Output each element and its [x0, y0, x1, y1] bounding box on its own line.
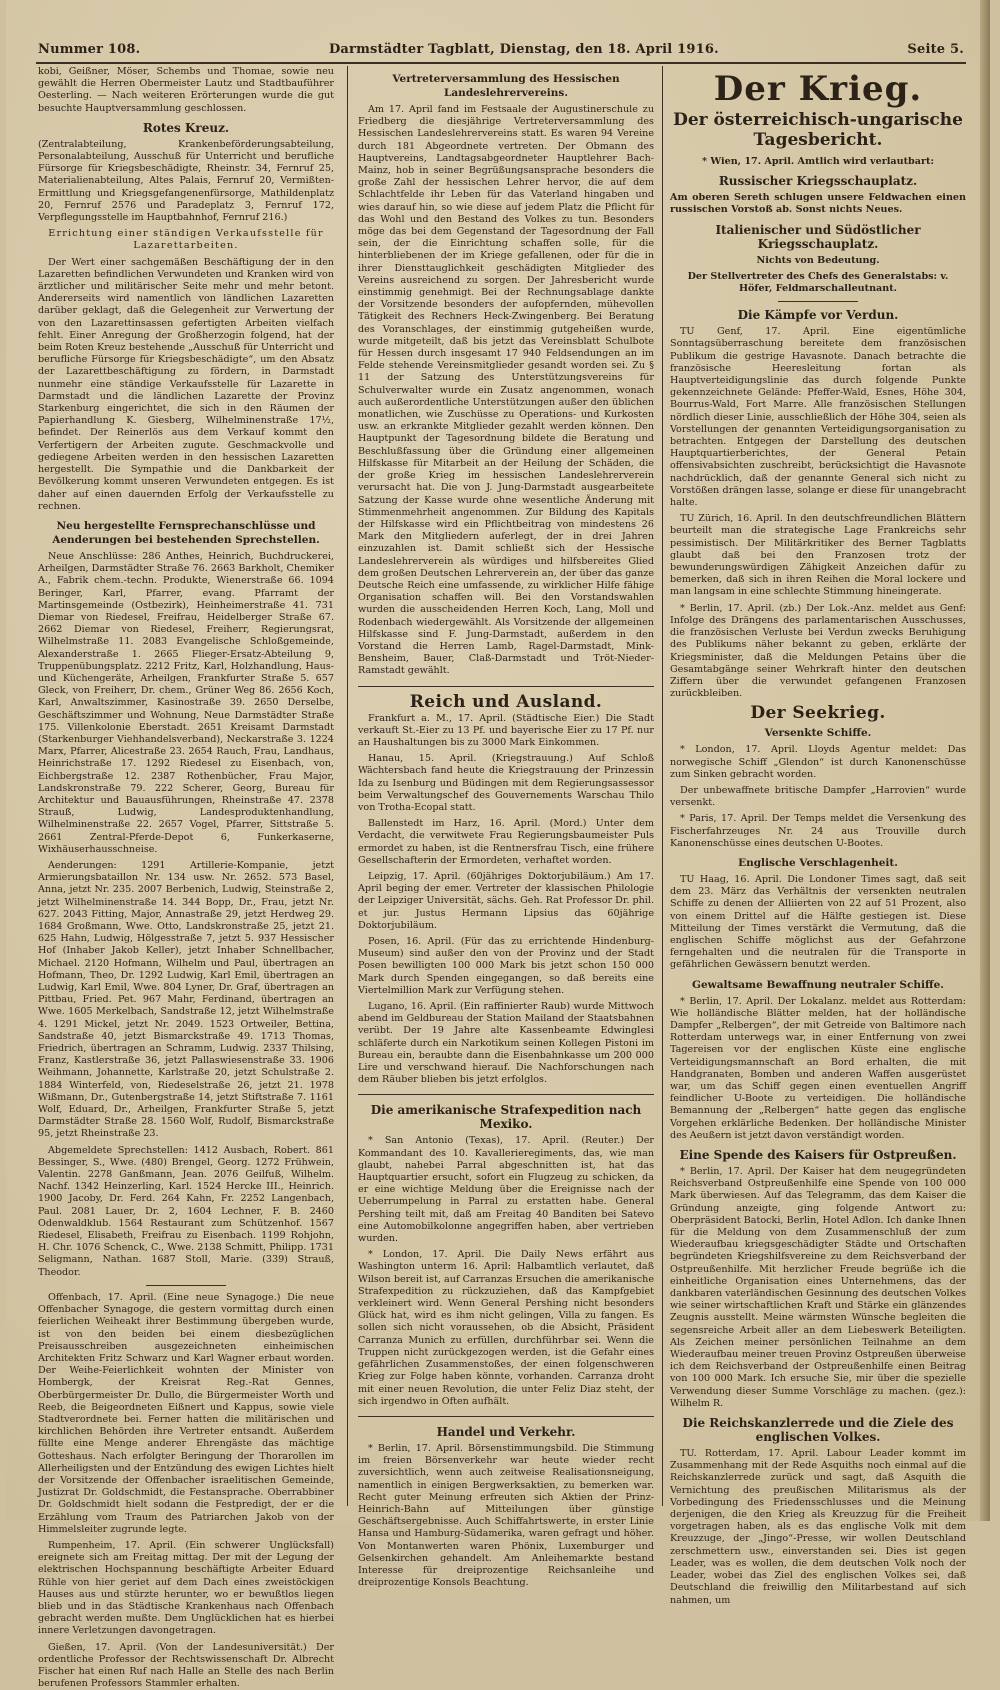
chancellor-speech-heading: Die Reichskanzlerrede und die Ziele des englischen Volkes. [682, 1416, 954, 1445]
kaiser-donation-article: * Berlin, 17. April. Der Kaiser hat dem neugegründeten Reichsverband Ostpreußenhilfe eine Spende von 100 000 Mark überwiesen. Auf das Telegramm, das dem Kaiser die Gründung anzeigte, ging folgende Antwort zu: Oberpräsident Batocki, Berlin, Hotel Adlon. Ich danke Ihnen für die Meldung von dem Zusammenschluß der zum Wiederaufbau kriegsgeschädigter Städte und Ortschaften begründeten Kriegshilfsvereine zu dem Reichsverband der Ostpreußenhilfe. Mit herzlicher Freude begrüße ich die einheitliche Organisation eines Unternehmens, das der dankbaren vaterländischen Gesinnung des deutschen Volkes wie seiner wirtschaftlichen Kraft und Stärke ein glänzendes Zeugnis ausstellt. Meine wärmsten Wünsche begleiten die segensreiche Arbeit aller an dem Liebeswerk Beteiligten. Als Zeichen meiner persönlichen Teilnahme an dem Wiederaufbau meiner treuen Provinz Ostpreußen überweise ich dem Reichsverband der Ostpreußenhilfe einen Beitrag von 100 000 Mark. Ich ersuche Sie, mir über die spezielle Verwendung dieser Summe Vorschläge zu machen. (gez.): Wilhelm R. [670, 1166, 966, 1409]
red-cross-heading: Rotes Kreuz. [142, 120, 230, 135]
red-cross-subheading: Errichtung einer ständigen Verkaufsstelle für Lazarettarbeiten. [48, 228, 324, 252]
teachers-heading: Vertreterversammlung des Hessischen Landeslehrervereins. [392, 73, 620, 99]
london-lloyds-article: * London, 17. April. Lloyds Agentur meldet: Das norwegische Schiff „Glendon“ ist durch Kanonenschüsse zum Sinken gebracht worden. [670, 744, 966, 780]
geneva-article: TU Genf, 17. April. Eine eigentümliche Sonntagsüberraschung bereitete dem französischen Publikum die gestrige Havasnote. Danach betrachte die französische Heeresleitung fortan als Hauptverteidigungslinie das durch folgende Punkte gekennzeichnete Gelände: Pfeffer-Wald, Esnes, Höhe 304, Bourrus-Wald, Fort Marre. Alle französischen Stellungen nördlich dieser Linie, ausschließlich der Höhe 304, seien als Vorstellungen der genannten Verteidigungsorganisation zu betrachten. Entgegen der Darstellung des deutschen Hauptquartierberichtes, der General Petain offensivabsichten zuschreibt, berücksichtigt die Havasnote nachdrücklich, daß der genannte General sich nicht zu Vorstößen drängen lasse, solange er diese für unangebracht halte. [670, 326, 966, 509]
russian-front-heading: Russischer Kriegsschauplatz. [718, 174, 918, 189]
austria-report-heading: Der österreichisch-ungarische Tagesbericht. [673, 110, 963, 150]
red-cross-body: Der Wert einer sachgemäßen Beschäftigung der in den Lazaretten befindlichen Verwundeten und Kranken wird von ärztlicher und militärischer Seite mehr und mehr betont. Andererseits wird namentlich von ländlichen Lazaretten darüber geklagt, daß die Gelegenheit zur Verwertung der von den Lazarettinsassen gefertigten Arbeiten vielfach fehlt. Einer Anregung der Großherzogin folgend, hat der beim Roten Kreuz bestehende „Ausschuß für Unterricht und berufliche Fürsorge für Kriegsbeschädigte“, um den Absatz der Lazarettbeschäftigung zu fördern, in Darmstadt nunmehr eine ständige Verkaufsstelle für Lazarette in Darmstadt und die ländlichen Lazarette der Provinz Starkenburg eingerichtet, die sich in den Räumen der Papierhandlung K. Giesberg, Wilhelminenstraße 17½, befindet. Der Reinerlös aus dem Verkauf kommt den Verfertigern der Arbeiten zugute. Geschmackvolle und gediegene Arbeiten werden in den hessischen Lazaretten hergestellt. Die Sympathie und die Dankbarkeit der Bevölkerung kommt unseren Verwundeten entgegen. Es ist daher auf einen dauernden Erfolg der Verkaufsstelle zu rechnen. [38, 256, 334, 512]
telephone-removed: Abgemeldete Sprechstellen: 1412 Ausbach, Robert. 861 Bessinger, S., Wwe. (480) Brengel, Georg. 1272 Frühwein, Valentin. 2278 Ganßmann, Jean. 2076 Geilfuß, Wilhelm. Nachf. 1342 Heinzerling, Karl. 1524 Hercke III., Heinrich. 1900 Jacoby, Dr. Ferd. 264 Kahn, Fr. 2252 Langenbach, Paul. 2081 Lauer, Dr. 2, 1604 Lechner, F. B. 2460 Odenwaldklub. 1564 Restaurant zum Schützenhof. 1567 Riedesel, Elisabeth, Freifrau zu Eisenbach. 1199 Rohjohn, H. Chr. 1076 Schenck, C., Wwe. 2138 Schmitt, Philipp. 1731 Seligmann, Nathan. 1687 Stoll, Marie. (339) Strauß, Theodor. [38, 1144, 334, 1278]
rumpenheim-article: Rumpenheim, 17. April. (Ein schwerer Unglücksfall) ereignete sich am Freitag mittag. Der mit der Legung der elektrischen Hochspannung beschäftigte Arbeiter Eduard Rühle von hier geriet auf dem Dach eines zweistöckigen Hauses aus und stürzte herunter, wo er bewußtlos liegen blieb und in das Städtische Krankenhaus nach Offenbach gebracht werden mußte. Dem Unglücklichen hat es hierbei innere Verletzungen davongetragen. [38, 1539, 334, 1637]
giessen-article: Gießen, 17. April. (Von der Landesuniversität.) Der ordentliche Professor der Rechtswissenschaft Dr. Albrecht Fischer hat einen Ruf nach Halle an Stelle des nach Berlin berufenen Professors Stammler erhalten. [38, 1641, 334, 1690]
section-divider [358, 1416, 654, 1417]
frankfurt-article: Frankfurt a. M., 17. April. (Städtische Eier.) Die Stadt verkauft St.-Eier zu 13 Pf. und bayerische Eier zu 17 Pf. nur an Haushaltungen bis zu 3000 Mark Einkommen. [358, 712, 654, 748]
kaiser-donation-heading: Eine Spende des Kaisers für Ostpreußen. [679, 1148, 957, 1162]
page-edge [980, 0, 990, 1521]
posen-article: Posen, 16. April. (Für das zu errichtende Hindenburg-Museum) sind außer den von der Provinz und der Stadt Posen bewilligten 100 000 Mark bis jetzt schon 150 000 Mark durch Spenden eingegangen, so daß bereits eine Viertelmillion Mark zur Verfügung stehen. [358, 936, 654, 996]
leipzig-article: Leipzig, 17. April. (60jähriges Doktorjubiläum.) Am 17. April beging der emer. Vertreter der klassischen Philologie der Leipziger Universität, sächs. Geh. Rat Professor Dr. phil. et jur. Justus Hermann Lipsius das 60jährige Doktorjubiläum. [358, 870, 654, 931]
berlin-verdun-article: * Berlin, 17. April. (zb.) Der Lok.-Anz. meldet aus Genf: Infolge des Drängens des parlamentarischen Ausschusses, die französischen Verluste bei Verdun zwecks Beruhigung des Publikums näher bekannt zu geben, erklärte der Kriegsminister, daß die Meldungen Petains über die Gesamtabgänge seiner Wehrkraft hinter den deutschen Ziffern über die verwundet gefangenen Franzosen zurückbleiben. [670, 602, 966, 700]
telephone-changes: Aenderungen: 1291 Artillerie-Kompanie, jetzt Armierungsbataillon Nr. 134 usw. Nr. 2652. 573 Basel, Anna, jetzt Nr. 235. 2007 Berbenich, Ludwig, Steinstraße 2, jetzt Wilhelminenstraße 14. 344 Bopp, Dr., Frau, jetzt Nr. 627. 2043 Fitting, Major, Annastraße 29, jetzt Herdweg 29. 1684 Großmann, Wwe. Otto, Landskronstraße 25, jetzt 21. 625 Hahn, Ludwig, Hölgesstraße 7, jetzt 5. 937 Hessischer Hof (Inhaber Jakob Keller), jetzt Inhaber Schnellbacher, Michael. 2120 Hofmann, Wilhelm und Paul, übertragen an Hofmann, Theo, Dr. 1292 Ludwig, Karl Emil, übertragen an Ludwig, Karl Emil, Wwe. 804 Lyner, Dr. Graf, übertragen an Pittbau, Fried. Pet. 967 Mahr, Ferdinand, übertragen an Wwe. 1605 Merkelbach, Sandstraße 12, jetzt Wilhelmstraße 4. 1291 Mickel, jetzt Nr. 2049. 1523 Ortweiler, Bettina, Sandstraße 40, jetzt Bismarckstraße 49. 1713 Thomas, Friedrich, übertragen an Schramm, Ludwig. 2337 Thilsing, Franz, Kastlerstraße 36, jetzt Pallaswiesenstraße 33. 1906 Weihmann, Johannette, Karlstraße 20, jetzt Schulstraße 2. 1884 Winterfeld, von, Riedeselstraße 26, jetzt 21. 1978 Wißmann, Dr., Gutenbergstraße 14, jetzt Stiftstraße 7. 1161 Wolf, Eduard, Dr., Arheilgen, Frankfurter Straße 5, jetzt Darmstädter Straße 28. 1560 Wolf, Rudolf, Bismarckstraße 95, jetzt Rheinstraße 23. [38, 859, 334, 1140]
intro-paragraph: kobi, Geißner, Möser, Schembs und Thomae, sowie neu gewählt die Herren Obermeister Lautz und Stadtbauführer Oesterling. — Nach weiteren Erörterungen wurde die gut besuchte Hauptversammlung geschlossen. [38, 66, 334, 114]
header-rule [36, 62, 966, 64]
column-rule-1 [347, 66, 348, 1506]
section-divider [358, 1094, 654, 1095]
column-2 [358, 66, 654, 1589]
page-number: Seite 5. [907, 42, 964, 57]
mexico-heading: Die amerikanische Strafexpedition nach Mexiko. [370, 1103, 642, 1132]
reich-ausland-heading: Reich und Ausland. [409, 691, 603, 712]
section-divider [778, 301, 858, 302]
ballenstedt-article: Ballenstedt im Harz, 16. April. (Mord.) Unter dem Verdacht, die verwitwete Frau Regierungsbaumeister Puls ermordet zu haben, ist die Rentnersfrau Tisch, eine frühere Gesellschafterin der Ermordeten, verhaftet worden. [358, 818, 654, 866]
italian-front-heading: Italienischer und Südöstlicher Kriegsschauplatz. [715, 222, 921, 251]
paris-article: * Paris, 17. April. Der Temps meldet die Versenkung des Fischerfahrzeuges Nr. 24 aus Trouville durch Kanonenschüsse eines deutschen U-Bootes. [670, 813, 966, 849]
hanau-article: Hanau, 15. April. (Kriegstrauung.) Auf Schloß Wächtersbach fand heute die Kriegstrauung der Prinzessin Ida zu Isenburg und Büdingen mit dem Regierungsassessor beim Verwaltungschef des Gouvernements Warschau Thilo von Trotha-Ecopal statt. [358, 753, 654, 813]
rotterdam-article: * Berlin, 17. April. Der Lokalanz. meldet aus Rotterdam: Wie holländische Blätter melden, hat der holländische Dampfer „Relbergen“, der mit Getreide von Baltimore nach Rotterdam unterwegs war, in einer Entfernung von zwei Tagereisen vor der englischen Küste eine englische Verteidigungsmannschaft an Bord erhalten, die mit Handgranaten, Bomben und anderen Waffen ausgerüstet war, um das Schiff gegen einen eventuellen Angriff feindlicher U-Boote zu verteidigen. Die holländische Bemannung der „Relbergen“ hatte gegen das englische Vorgehen erklärliche Bedenken. Der holländische Minister des Aeußern ist jetzt davon verständigt worden. [670, 995, 966, 1141]
offenbach-article: Offenbach, 17. April. (Eine neue Synagoge.) Die neue Offenbacher Synagoge, die gestern vormittag durch einen feierlichen Weiheakt ihrer Bestimmung übergeben wurde, ist von den beiden bei einem diesbezüglichen Preisausschreiben ausgezeichneten einheimischen Architekten Fritz Schwarz und Karl Wagner erbaut worden. Der Weihe-Feierlichkeit wohnten der Minister von Hombergk, der Kreisrat Reg.-Rat Gennes, Oberbürgermeister Dr. Dullo, die Bürgermeister Worth und Reeb, die Beigeordneten Eißnert und Kappus, sowie viele Stadtverordnete bei. Ferner hatten die militärischen und kirchlichen Behörden ihre Vertreter entsandt. Außerdem füllte eine Menge anderer Ehrengäste das mächtige Gotteshaus. Nach erfolgter Beringung der Thorarollen im Allerheiligsten und der Entzündung des ewigen Lichtes hielt der Vorsitzende der Offenbacher israelitischen Gemeinde, Justizrat Dr. Goldschmidt, die Festansprache. Oberrabbiner Dr. Goldschmidt hielt sodann die Festpredigt, der er die Erzählung vom Traum des Patriarchen Jakob von der Himmelsleiter zugrunde legte. [38, 1291, 334, 1535]
zurich-article: TU Zürich, 16. April. In den deutschfreundlichen Blättern beurteilt man die strategische Lage Frankreichs sehr pessimistisch. Der Militärkritiker des Berner Tagblatts glaubt daß bei den Franzosen trotz der bewunderungswürdigen Zähigkeit Anzeichen dafür zu bemerken, daß sich in ihren Reihen die Moral lockere und man langsam in eine schlechte Stimmung hineingerate. [670, 513, 966, 598]
column-1 [38, 66, 334, 1690]
armed-neutral-heading: Gewaltsame Bewaffnung neutraler Schiffe. [692, 978, 944, 991]
english-cunning-heading: Englische Verschlagenheit. [738, 856, 898, 869]
column-3 [670, 66, 966, 1606]
hague-article: TU Haag, 16. April. Die Londoner Times sagt, daß seit dem 23. März das Verhältnis der versenkten neutralen Schiffe zu denen der Alliierten von 22 auf 51 Prozent, also von einem Drittel auf die Hälfte gestiegen ist. Diese Mitteilung der Times verstärkt die Vermutung, daß die englischen Schiffe möglichst aus der Gefahrzone ferngehalten und die neutralen für die Transporte in gefährlichen Gewässern benutzt werden. [670, 873, 966, 971]
issue-number: Nummer 108. [38, 42, 141, 57]
russian-front-text: Am oberen Sereth schlugen unsere Feldwachen einen russischen Vorstoß ab. Sonst nichts Neues. [670, 192, 966, 216]
section-divider [146, 1285, 226, 1286]
war-heading: Der Krieg. [713, 69, 923, 109]
signature: Der Stellvertreter des Chefs des Generalstabs: v. Höfer, Feldmarschalleutnant. [687, 270, 949, 295]
san-antonio-article: * San Antonio (Texas), 17. April. (Reuter.) Der Kommandant des 10. Kavallerieregiments, das, wie man glaubt, nahebei Parral abgeschnitten ist, hat das Hauptquartier ersucht, sofort ein Flugzeug zu schicken, da er eine wichtige Meldung über die Ereignisse nach der Ueberrumpelung in Parral zu erstatten habe. General Pershing teilt mit, daß am Freitag 40 Banditen bei Satevo eine Automobilkolonne angegriffen haben, aber vertrieben wurden. [358, 1135, 654, 1245]
paper-title: Darmstädter Tagblatt, Dienstag, den 18. April 1916. [328, 42, 719, 57]
italian-front-text: Nichts von Bedeutung. [756, 254, 880, 266]
lugano-article: Lugano, 16. April. (Ein raffinierter Raub) wurde Mittwoch abend im Geldbureau der Station Mailand der Staatsbahnen verübt. Der 19 Jahre alte Kassenbeamte Edwinglesi schläferte durch ein Narkotikum seinen Kollegen Pistoni im Bureau ein, beraubte dann die Eisenbahnkasse um 200 000 Lire und verschwand hierauf. Die Nachforschungen nach dem Räuber blieben bis jetzt erfolglos. [358, 1001, 654, 1086]
column-rule-2 [662, 66, 663, 1506]
london-article: * London, 17. April. Die Daily News erfährt aus Washington unterm 16. April: Halbamtlich verlautet, daß Wilson bereit ist, auf Carranzas Ersuchen die amerikanische Strafexpedition zu rückzuziehen, daß das Kampfgebiet verkleinert wird. Wenn General Pershing nicht besonders Glück hat, wird es ihm nicht gelingen, Villa zu fangen. Es sollen sich nicht voraussehen, ob die Absicht, Präsident Carranza Munich zu erfüllen, durchführbar sei. Wenn die Truppen nicht zurückgezogen werden, ist die Gefahr eines gefährlichen Zusammenstoßes, der einen folgenschweren Krieg zur Folge haben könnte, vorhanden. Carranza droht mit einer neuen Revolution, die unter Feliz Diaz steht, der sich irgendwo in Often aufhält. [358, 1249, 654, 1407]
labour-leader-article: TU. Rotterdam, 17. April. Labour Leader kommt im Zusammenhang mit der Rede Asquiths noch einmal auf die Reichskanzlerrede zurück und sagt, daß Asquith die Vernichtung des preußischen Militarismus als der Vorbedingung des Friedensschlusses und die Meinung derjenigen, die den Krieg als Kreuzzug für die Freiheit vorgetragen haben, als es das englische Volk mit dem Kreuzzuge, der „Jingo“-Presse, wir wollen Deutschland zerschmettern usw., einverstanden sei. Dies ist gegen Leader, was es wollen, die dem deutschen Volk noch der Leader, wobei das Ziel des englischen Volkes sei, daß Deutschland die freiwillig den Militarbestand auf sich nahmen, um [670, 1448, 966, 1606]
teachers-article: Am 17. April fand im Festsaale der Augustinerschule zu Friedberg die diesjährige Vertreterversammlung des Hessischen Landeslehrervereins statt. Es waren 94 Vereine durch 181 Abgeordnete vertreten. Der Obmann des Hauptvereins, Landtagsabgeordneter Hauptlehrer Bach-Mainz, hob in seiner Begrüßungsansprache besonders die große Zahl der hessischen Lehrer hervor, die auf dem Schlachtfelde ihr Leben für das Vaterland hingaben und wies darauf hin, so wie diese auf jedem Platz die Pflicht für das Wohl und den Bestand des Volkes zu tun. Besonders möge das bei dem Gegenstand der Tagesordnung der Fall sein, der die Einrichtung schaffen solle, für die hinterbliebenen der im Kriege gefallenen, oder für die in ihrer Diensttauglichkeit geschädigten Mitglieder des Vereins ausreichend zu sorgen. Der Jahresbericht wurde einstimmig genehmigt. Bei der Rechnungsablage dankte der Vorsitzende besonders der aufopfernden, mühevollen Tätigkeit des Rechners Heck-Zwingenberg. Bei Beratung des Voranschlages, der einstimmig gutgeheißen wurde, wurde mitgeteilt, daß bis jetzt das Vereinsblatt Schulbote für Hessen durch insgesamt 17 940 Feldsendungen an im Felde stehende Vereinsmitglieder gesandt worden sei. Zu § 11 der Satzung des Unterstützungsvereins für Schulverwalter wurde ein Zusatz angenommen, wonach auch außerordentliche Unterstützungen außer den üblichen monatlichen, wie Zuschüsse zu Operations- und Kurkosten usw. an erkrankte Mitglieder gezahlt werden können. Den Hauptpunkt der Tagesordnung bildete die Beratung und Beschlußfassung über die Gründung einer allgemeinen Hilfskasse für Mitarbeit an der Heilung der Schäden, die der große Krieg im hessischen Landeslehrerverein verursacht hat. Die von J. Jung-Darmstadt ausgearbeitete Satzung der Kasse wurde ohne wesentliche Änderung mit Stimmenmehrheit angenommen. Zur Bildung des Kapitals der Hilfskasse wird ein Pflichtbeitrag von mindestens 26 Mark den Mitgliedern auferlegt, der in drei Jahren einzuzahlen ist. Damit schließt sich der Hessische Landeslehrerverein als würdiges und hilfsbereites Glied dem großen Deutschen Lehrerverein an, der über das ganze Deutsche Reich eine umfassende, zu wirklicher Hilfe fähige Organisation schaffen will. Bei den Vorstandswahlen wurden die ausscheidenden Herren Koch, Lang, Moll und Rodenbach wiedergewählt. Als Vorsitzende der allgemeinen Hilfskasse sind F. Jung-Darmstadt, außerdem in den Vorstand die Herren Lamb, Ragel-Darmstadt, Mink-Bensheim, Bauer, Claß-Darmstadt und Tröt-Nieder-Ramstadt gewählt. [358, 104, 654, 677]
newspaper-page [6, 0, 990, 1690]
telephone-new: Neue Anschlüsse: 286 Anthes, Heinrich, Buchdruckerei, Arheilgen, Darmstädter Straße 76. 2663 Barkholt, Chemiker A., Fabrik chem.-techn. Produkte, Wienerstraße 66. 1094 Beringer, Karl, Pfarrer, evang. Pfarramt der Martinsgemeinde (Ostbezirk), Heinheimerstraße 41. 731 Diemar von Riedesel, Freifrau, Heidelberger Straße 67. 2662 Diemar von Riedesel, Freiherr, Regierungsrat, Wilhelmstraße 11. 2083 Evangelische Schloßgemeinde, Alexanderstraße 1. 2665 Flieger-Ersatz-Abteilung 9, Truppenübungsplatz. 2212 Fritz, Karl, Holzhandlung, Haus- und Küchengeräte, Arheilgen, Frankfurter Straße 5. 657 Gleck, von Freiherr, Dr. chem., Grüner Weg 86. 2656 Koch, Karl, Anwaltszimmer, Kasinostraße 39. 2650 Derselbe, Geschäftszimmer und Wohnung, Neue Darmstädter Straße 175. Villenkolonie Eberstadt. 2651 Kreisamt Darmstadt (Starkenburger Viehhandelsverband), Neckarstraße 3. 1224 Marx, Pfarrer, Alicestraße 23. 2654 Rauch, Frau, Landhaus, Heinrichstraße 17. 1292 Riedesel zu Eisenbach, von, Eichbergstraße 12. 2387 Rothenbücher, Frau Major, Landskronstraße 79. 222 Scherer, Georg, Bureau für Architektur und Bauausführungen, Rheinstraße 47. 2378 Strauß, Ludwig, Landesproduktenhandlung, Wilhelminenstraße 22. 2657 Vogel, Pfarrer, Sittstraße 5. 2661 Zentral-Pferde-Depot 6, Funkerkaserne, Wixhäuserhausschneise. [38, 550, 334, 855]
red-cross-paragraph: (Zentralabteilung, Krankenbeförderungsabteilung, Personalabteilung, Ausschuß für Unterricht und berufliche Fürsorge für Kriegsbeschädigte, Rheinstr. 34, Fernruf 25, Materialienabteilung, Altes Palais, Fernruf 20, Vermißten-Ermittlung und Kriegsgefangenenfürsorge, Mathildenplatz 20, Fernruf 2576 und Paradeplatz 3, Fernruf 172, Verpflegungsstelle im Hauptbahnhof, Fernruf 216.) [38, 138, 334, 224]
sunk-ships-heading: Versenkte Schiffe. [764, 727, 872, 740]
berlin-market-article: * Berlin, 17. April. Börsenstimmungsbild. Die Stimmung im freien Börsenverkehr war heute wieder recht zuversichtlich, wenn auch zeitweise Realisationsneigung, namentlich in einigen Bergwerksaktien, zu bemerken war. Recht guter Meinung erfreuten sich Aktien der Prinz-Heinrich-Bahn auf Mitteilungen über günstige Geschäftsergebnisse. Auch Schiffahrtswerte, in erster Linie Hansa und Hamburg-Südamerika, waren gefragt und höher. Von Montanwerten waren Phönix, Luxemburger und Gelsenkirchen gehandelt. Am Anleihemarkte bestand Interesse für dreiprozentige Reichsanleihe und dreiprozentige Konsols Beachtung. [358, 1442, 654, 1589]
naval-war-heading: Der Seekrieg. [750, 703, 886, 724]
section-divider [358, 686, 654, 687]
trade-heading: Handel und Verkehr. [436, 1424, 576, 1439]
vienna-line: * Wien, 17. April. Amtlich wird verlautbart: [701, 156, 934, 167]
masthead [38, 42, 964, 62]
harrovien-article: Der unbewaffnete britische Dampfer „Harrovien“ wurde versenkt. [670, 784, 966, 809]
telephone-heading: Neu hergestellte Fernsprechanschlüsse und Aenderungen bei bestehenden Sprechstellen. [52, 519, 320, 546]
verdun-heading: Die Kämpfe vor Verdun. [737, 308, 899, 323]
